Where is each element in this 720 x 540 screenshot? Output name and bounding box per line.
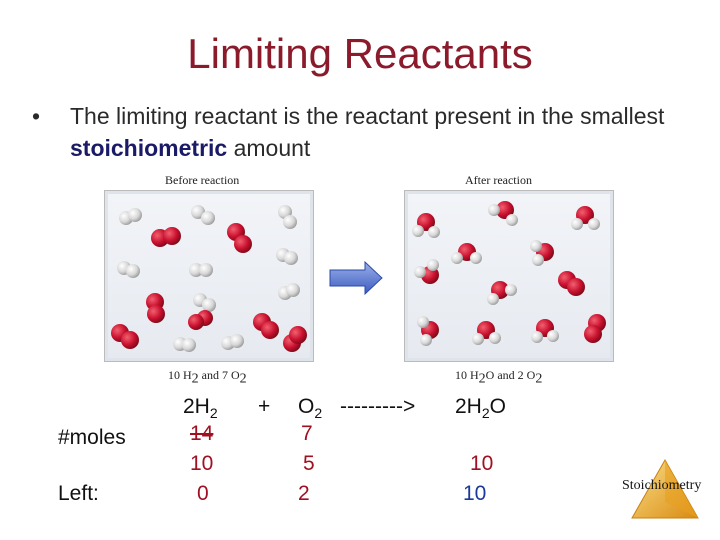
h2-molecule	[119, 208, 142, 225]
o2-molecule	[558, 271, 585, 296]
h2-molecule	[278, 283, 300, 300]
o2-formula: $O_2$	[298, 395, 323, 422]
bold-term: stoichiometric	[70, 135, 228, 161]
o2-molecule	[253, 313, 279, 339]
o2-molecule	[151, 227, 181, 247]
before-label: 10 $H_2$ and 7 $O_2$	[168, 368, 247, 387]
logo-text: Stoichiometry	[622, 478, 702, 493]
slide-title: Limiting Reactants	[187, 30, 533, 77]
h2-left-moles: 0	[197, 482, 209, 505]
reaction-arrow-icon	[330, 262, 382, 294]
h2-molecule	[117, 261, 140, 278]
moles-row-label: #moles	[58, 426, 126, 449]
h2-molecule	[278, 205, 297, 229]
h2-molecule	[193, 293, 216, 312]
after-label: 10 $H_2O$ and 2 $O_2$	[455, 368, 543, 387]
h2o-formula: $2H_2O$	[455, 395, 506, 422]
h2o-formed-moles: 10	[470, 452, 494, 475]
h2o-molecule	[531, 319, 559, 343]
o2-left-moles: 2	[298, 482, 310, 505]
h2o-molecule	[417, 316, 439, 346]
o2-initial-moles: 7	[301, 422, 313, 445]
o2-molecule	[188, 310, 213, 330]
o2-molecule	[283, 326, 307, 352]
h2o-molecule	[487, 281, 517, 305]
before-caption: Before reaction	[165, 173, 240, 187]
h2o-molecule	[414, 259, 439, 284]
h2-molecule	[276, 248, 298, 265]
h2o-molecule	[571, 206, 600, 230]
h2-molecule	[221, 334, 244, 350]
h2-initial-moles: 14	[190, 422, 214, 445]
h2-molecule	[189, 263, 213, 277]
o2-molecule	[111, 324, 139, 349]
h2-reacted-moles: 10	[190, 452, 214, 475]
after-caption: After reaction	[465, 173, 532, 187]
h2o-molecule	[488, 201, 518, 226]
reaction-arrow-text: --------->	[340, 395, 416, 418]
h2o-molecule	[451, 243, 482, 264]
left-row-label: Left:	[58, 482, 99, 505]
h2o-molecule	[412, 213, 440, 238]
o2-reacted-moles: 5	[303, 452, 315, 475]
plus-sign: +	[258, 395, 271, 418]
h2-formula: $2H_2$	[183, 395, 218, 422]
h2-molecule	[173, 337, 196, 352]
bullet-dot: •	[32, 103, 41, 129]
bullet-text: The limiting reactant is the reactant present in the smallest stoichiometric amount	[70, 103, 665, 161]
o2-molecule	[584, 314, 606, 343]
o2-molecule	[227, 223, 252, 253]
h2o-molecule	[530, 240, 554, 266]
h2o-molecule	[472, 321, 501, 345]
h2o-left-moles: 10	[463, 482, 487, 505]
o2-molecule	[146, 293, 165, 323]
h2-molecule	[191, 205, 215, 225]
